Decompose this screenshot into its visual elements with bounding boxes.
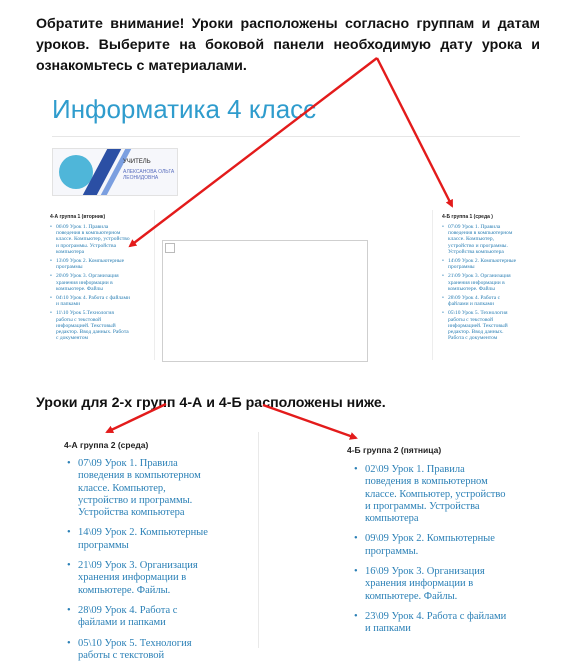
lesson-link[interactable]: • 21\09 Урок 3. Организация хранения информации в компьютере. Файлы xyxy=(442,273,518,292)
lesson-link[interactable]: • 16\09 Урок 3. Организация хранения информации в компьютере. Файлы. xyxy=(353,566,513,603)
left-col-header: 4-А группа 1 (вторник) xyxy=(50,214,106,220)
lesson-link[interactable]: • 06\09 Урок 1. Правила поведения в компьютерном классе. Компьютер, устройство и программы. Устройства компьютера xyxy=(50,224,130,255)
lesson-link[interactable]: • 05\10 Урок 5. Технология работы с текстовой xyxy=(66,638,216,663)
lesson-link[interactable]: • 14\09 Урок 2. Компьютерные программы xyxy=(66,527,216,552)
lesson-link[interactable]: • 07\09 Урок 1. Правила поведения в компьютерном классе. Компьютер, устройство и программы. Устройства компьютера xyxy=(66,458,216,519)
lesson-link[interactable]: • 07\09 Урок 1. Правила поведения в компьютерном классе. Компьютер, устройство и программы. Устройства компьютера xyxy=(442,224,518,255)
arrow-to-right-column xyxy=(377,58,452,206)
lesson-link[interactable]: • 21\09 Урок 3. Организация хранения информации в компьютере. Файлы. xyxy=(66,560,216,597)
lesson-link[interactable]: • 28\09 Урок 4. Работа с файлами и папками xyxy=(442,295,518,307)
bottom-right-header: 4-Б группа 2 (пятница) xyxy=(347,445,442,455)
arrow-to-left-column xyxy=(130,58,377,246)
lesson-link[interactable]: • 05\10 Урок 5. Технология работы с текстовой информацией. Текстовый редактор. Ввод данных. Работа с документом xyxy=(442,310,518,341)
subnote-text: Уроки для 2-х групп 4-А и 4-Б расположены ниже. xyxy=(36,395,386,411)
lesson-link[interactable]: • 11\10 Урок 5.Технология работы с текстовой информацией. Текстовый редактор. Ввод данных. Работа с документом xyxy=(50,310,130,341)
lesson-link[interactable]: • 02\09 Урок 1. Правила поведения в компьютерном классе. Компьютер, устройство и программы. Устройства компьютера xyxy=(353,464,513,525)
lesson-link[interactable]: • 20\09 Урок 3. Организация хранения информации в компьютере. Файлы xyxy=(50,273,130,292)
lesson-link[interactable]: • 28\09 Урок 4. Работа с файлами и папками xyxy=(66,605,216,630)
lesson-link[interactable]: • 23\09 Урок 4. Работа с файлами и папками xyxy=(353,611,513,636)
lesson-link[interactable]: • 04\10 Урок 4. Работа с файлами и папками xyxy=(50,295,130,307)
lesson-link[interactable]: • 09\09 Урок 2. Компьютерные программы. xyxy=(353,533,513,558)
arrow-to-group2-right xyxy=(263,405,356,438)
bottom-left-header: 4-А группа 2 (среда) xyxy=(64,440,149,450)
arrow-to-group2-left xyxy=(107,404,166,432)
lesson-link[interactable]: • 13\09 Урок 2. Компьютерные программы xyxy=(50,258,130,270)
site-title: Информатика 4 класс xyxy=(52,94,317,124)
notice-text: Обратите внимание! Уроки расположены согласно группам и датам уроков. Выберите на боковой панели необходимую дату урока и ознакомьтесь с материалами. xyxy=(36,16,540,74)
banner-name: АЛЕКСАНОВА ОЛЬГА ЛЕОНИДОВНА xyxy=(123,169,175,181)
banner-title: УЧИТЕЛЬ xyxy=(123,159,151,165)
lesson-link[interactable]: • 14\09 Урок 2. Компьютерные программы xyxy=(442,258,518,270)
right-col-header: 4-Б группа 1 (среда ) xyxy=(442,214,493,220)
